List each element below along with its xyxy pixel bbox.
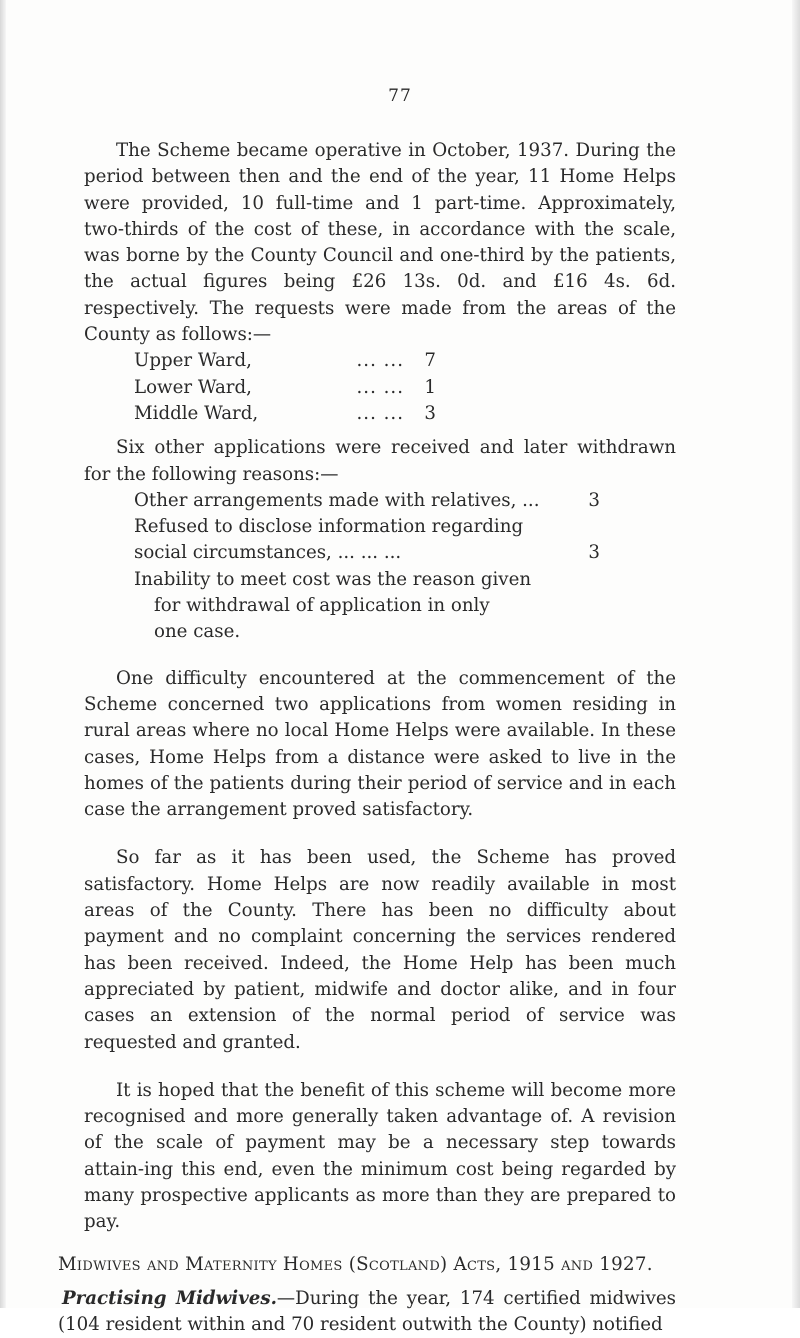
reason-row-refused: [84, 514, 676, 567]
leader-dots: ... ...: [356, 350, 404, 372]
reason-text: [134, 514, 566, 567]
reason-text: Other arrangements made with relatives, ...: [134, 489, 540, 511]
ward-row-middle: [84, 401, 676, 427]
leader-dots: ... ...: [356, 376, 404, 398]
section-heading: Midwives and Maternity Homes (Scotland) Acts, 1915 and 1927.: [58, 1253, 653, 1275]
paragraph-satisfactory: So far as it has been used, the Scheme has proved satisfactory. Home Helps are now readily available in most areas of the County. There has been no difficulty about payment and no complaint concerning the services rendered has been received. Indeed, the Home Help has been much appreciated by patient, midwife and doctor alike, and in four cases an extension of the normal period of service was requested and granted.: [84, 847, 676, 1053]
reason-text-line: one case.: [154, 621, 241, 643]
leader-dots: ... ...: [356, 402, 404, 424]
ward-count: 1: [424, 376, 436, 398]
ward-count: 3: [424, 402, 436, 424]
reason-text-line: social circumstances, ... ... ...: [134, 542, 402, 564]
paragraph-difficulty: One difficulty encountered at the commencement of the Scheme concerned two applications from women residing in rural areas where no local Home Helps were available. In these cases, Home Helps from a distance were asked to live in the homes of the patients during their period of service and in each case the arrangement proved satisfactory.: [84, 667, 676, 821]
reason-text-line: for withdrawal of application in only: [154, 595, 490, 617]
reason-row-inability: [84, 567, 676, 646]
ward-label: Upper Ward,: [134, 350, 252, 372]
reason-text: [134, 567, 566, 646]
subsection-practising-midwives: [58, 1286, 676, 1338]
subsection-text: —During the year, 174 certified midwives (104 resident within and 70 resident outwith the County) notified: [58, 1287, 676, 1336]
paragraph-withdrawn-applications: Six other applications were received and later withdrawn for the following reasons:—: [84, 437, 676, 485]
ward-label: Lower Ward,: [134, 376, 252, 398]
reason-row-relatives: [84, 488, 676, 514]
reason-text-line: Inability to meet cost was the reason given: [134, 568, 532, 590]
ward-row-upper: [84, 348, 676, 374]
paragraph-hoped-benefit: It is hoped that the benefit of this scheme will become more recognised and more generally taken advantage of. A revision of the scale of payment may be a necessary step towards attain-ing this end, even the minimum cost being regarded by many prospective applicants as more than they are prepared to pay.: [84, 1079, 676, 1233]
page-number: 77: [388, 86, 412, 106]
subsection-title: Practising Midwives.: [62, 1287, 277, 1309]
ward-label: Middle Ward,: [134, 402, 259, 424]
reason-count: 3: [588, 542, 600, 564]
reason-text-line: Refused to disclose information regarding: [134, 516, 524, 538]
page-edge-shadow-right: [792, 0, 800, 1308]
reason-count: 3: [588, 489, 600, 511]
ward-count: 7: [424, 350, 436, 372]
page-body: [58, 138, 676, 1338]
paragraph-scheme-operative: The Scheme became operative in October, 1937. During the period between then and the end of the year, 11 Home Helps were provided, 10 full-time and 1 part-time. Approximately, two-thirds of the cost of these, in accordance with the scale, was borne by the County Council and one-third by the patients, the actual figures being £26 13s. 0d. and £16 4s. 6d. respectively. The requests were made from the areas of the County as follows:—: [84, 140, 676, 346]
page-edge-shadow-left: [0, 0, 6, 1308]
ward-row-lower: [84, 375, 676, 401]
